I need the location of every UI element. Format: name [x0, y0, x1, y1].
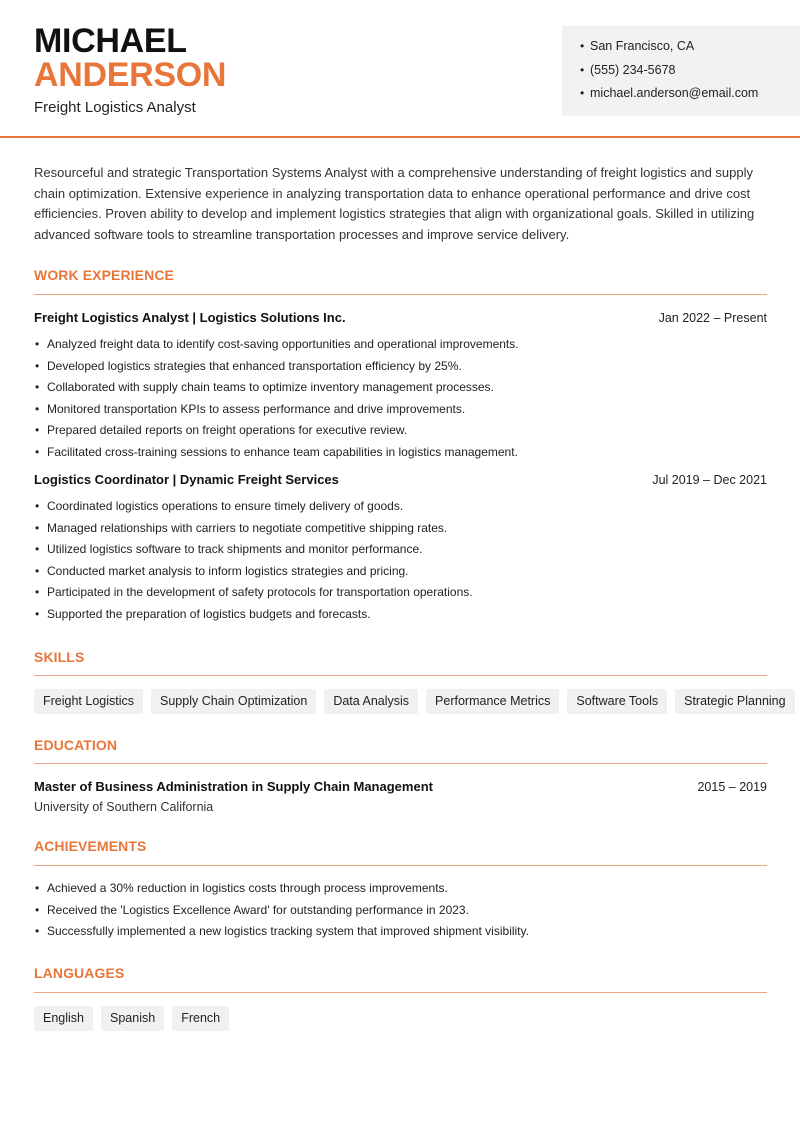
list-item: • Successfully implemented a new logistics tracking system that improved shipment visibility. [34, 923, 767, 945]
list-item: • Achieved a 30% reduction in logistics costs through process improvements. [34, 880, 767, 902]
section-title: ACHIEVEMENTS [34, 838, 147, 854]
language-tag: French [172, 1006, 229, 1031]
degree-title: Master of Business Administration in Supply Chain Management [34, 779, 433, 794]
section-divider [34, 675, 767, 676]
skill-tag: Strategic Planning [675, 689, 794, 714]
job-entry [34, 472, 767, 627]
skill-tag: Software Tools [567, 689, 667, 714]
candidate-name [34, 24, 226, 92]
list-item: • Collaborated with supply chain teams to optimize inventory management processes. [34, 379, 767, 401]
list-item: • Monitored transportation KPIs to assess performance and drive improvements. [34, 401, 767, 423]
list-item: • Participated in the development of safety protocols for transportation operations. [34, 584, 767, 606]
contact-location: • San Francisco, CA [580, 38, 800, 62]
list-item: • Conducted market analysis to inform logistics strategies and pricing. [34, 563, 767, 585]
school-name: University of Southern California [34, 800, 214, 814]
list-item: • Received the 'Logistics Excellence Award' for outstanding performance in 2023. [34, 902, 767, 924]
list-item: • Utilized logistics software to track shipments and monitor performance. [34, 541, 767, 563]
contact-phone: • (555) 234-5678 [580, 62, 800, 86]
job-entry-dates: Jul 2019 – Dec 2021 [652, 473, 767, 487]
job-entry-title: Logistics Coordinator | Dynamic Freight Services [34, 472, 339, 487]
section-title: WORK EXPERIENCE [34, 267, 174, 283]
list-item: • Prepared detailed reports on freight operations for executive review. [34, 422, 767, 444]
list-item: • Developed logistics strategies that enhanced transportation efficiency by 25%. [34, 358, 767, 380]
list-item: • Managed relationships with carriers to negotiate competitive shipping rates. [34, 520, 767, 542]
job-entry-dates: Jan 2022 – Present [658, 311, 767, 325]
first-name: MICHAEL [34, 22, 187, 60]
list-item: • Coordinated logistics operations to ensure timely delivery of goods. [34, 498, 767, 520]
skill-tag: Supply Chain Optimization [151, 689, 316, 714]
education-section [34, 737, 767, 814]
achievements-section [34, 838, 767, 945]
contact-box [562, 26, 800, 116]
list-item: • Analyzed freight data to identify cost-saving opportunities and operational improvements. [34, 336, 767, 358]
section-title: EDUCATION [34, 737, 118, 753]
contact-email: • michael.anderson@email.com [580, 85, 800, 109]
summary-text: Resourceful and strategic Transportation Systems Analyst with a comprehensive understanding of freight logistics and supply chain optimization. Extensive experience in analyzing transportation data to enhance operational performance and drive cost efficiencies. Proven ability to develop and implement logistics strategies that align with organizational goals. Skilled in utilizing advanced software tools to streamline transportation processes and improve service delivery. [34, 165, 755, 242]
education-dates: 2015 – 2019 [697, 780, 767, 794]
last-name: ANDERSON [34, 56, 227, 94]
section-title: LANGUAGES [34, 965, 125, 981]
languages-section [34, 965, 767, 1031]
summary-section [34, 163, 767, 245]
section-divider [34, 763, 767, 764]
job-entry-title: Freight Logistics Analyst | Logistics Solutions Inc. [34, 310, 346, 325]
job-title: Freight Logistics Analyst [34, 99, 196, 116]
skills-section [34, 649, 786, 714]
section-title: SKILLS [34, 649, 85, 665]
skill-tag: Performance Metrics [426, 689, 559, 714]
section-divider [34, 294, 767, 295]
language-tag: English [34, 1006, 93, 1031]
language-tag: Spanish [101, 1006, 164, 1031]
skill-tag: Data Analysis [324, 689, 418, 714]
skill-tag: Freight Logistics [34, 689, 143, 714]
section-divider [34, 992, 767, 993]
list-item: • Supported the preparation of logistics budgets and forecasts. [34, 606, 767, 628]
list-item: • Facilitated cross-training sessions to enhance team capabilities in logistics management. [34, 444, 767, 466]
work-experience-section [34, 267, 767, 627]
section-divider [34, 865, 767, 866]
job-entry [34, 310, 767, 465]
resume-header [0, 0, 800, 138]
